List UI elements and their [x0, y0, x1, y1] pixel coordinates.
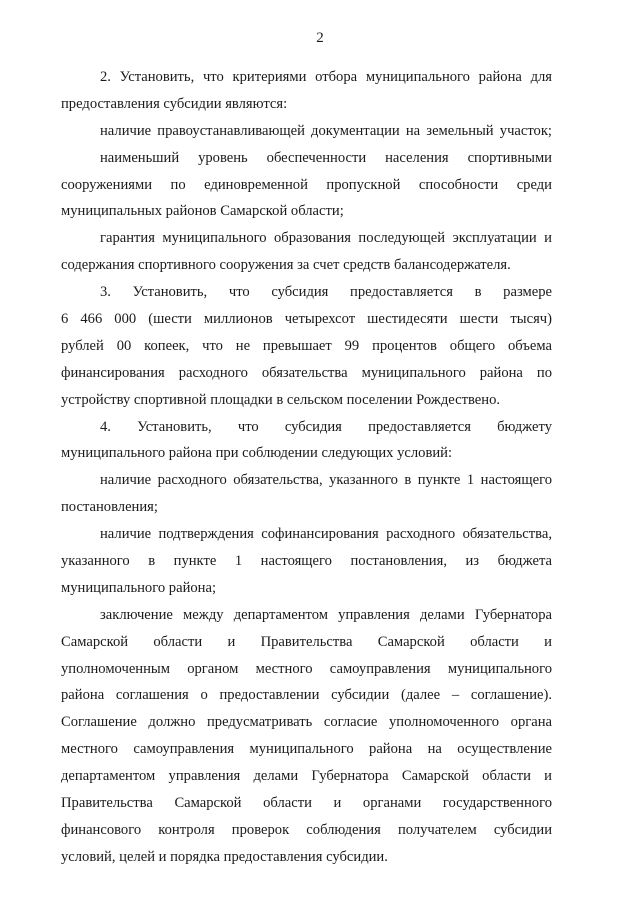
page-number: 2 [316, 30, 324, 46]
paragraph-line: наличие правоустанавливающей документации на земельный участок; [100, 122, 552, 139]
paragraph-line: рублей 00 копеек, что не превышает 99 процентов общего объема [61, 337, 552, 354]
paragraph-line: 4. Установить, что субсидия предоставляется бюджету [100, 418, 552, 435]
paragraph-line: района соглашения о предоставлении субсидии (далее – соглашение). [61, 687, 552, 704]
paragraph-line: сооружениями по единовременной пропускной способности среди [61, 176, 552, 193]
paragraph-line: Правительства Самарской области и органами государственного [61, 795, 552, 812]
paragraph-line: муниципальных районов Самарской области; [61, 203, 344, 220]
paragraph-line: наличие подтверждения софинансирования расходного обязательства, [100, 526, 552, 543]
paragraph-line: наименьший уровень обеспеченности населения спортивными [100, 149, 552, 166]
paragraph-line: указанного в пункте 1 настоящего постановления, из бюджета [61, 553, 552, 570]
paragraph-line: заключение между департаментом управления делами Губернатора [100, 606, 552, 623]
paragraph-line: 6 466 000 (шести миллионов четырехсот шестидесяти шести тысяч) [61, 311, 552, 328]
document-body [61, 64, 552, 871]
paragraph-line: 3. Установить, что субсидия предоставляется в размере [100, 284, 552, 301]
paragraph-line: наличие расходного обязательства, указанного в пункте 1 настоящего [100, 472, 552, 489]
paragraph-line: муниципального района; [61, 579, 217, 596]
paragraph-line: содержания спортивного сооружения за счет средств балансодержателя. [61, 257, 511, 274]
paragraph-line: гарантия муниципального образования последующей эксплуатации и [100, 230, 552, 247]
paragraph-line: муниципального района при соблюдении следующих условий: [61, 445, 453, 462]
paragraph-line: финансирования расходного обязательства муниципального района по [61, 364, 552, 381]
paragraph-line: устройству спортивной площадки в сельском поселении Рождествено. [61, 391, 501, 408]
paragraph-line: местного самоуправления муниципального района на осуществление [61, 741, 552, 758]
paragraph-line: финансового контроля проверок соблюдения получателем субсидии [61, 821, 552, 838]
paragraph-line: предоставления субсидии являются: [61, 95, 288, 112]
paragraph-line: Самарской области и Правительства Самарской области и [61, 633, 552, 650]
paragraph-line: условий, целей и порядка предоставления субсидии. [61, 848, 388, 865]
paragraph-line: постановления; [61, 499, 158, 516]
paragraph-line: уполномоченным органом местного самоуправления муниципального [61, 660, 552, 677]
paragraph-line: Соглашение должно предусматривать согласие уполномоченного органа [61, 714, 552, 731]
paragraph-line: департаментом управления делами Губернатора Самарской области и [61, 768, 552, 785]
paragraph-line: 2. Установить, что критериями отбора муниципального района для [100, 69, 552, 85]
